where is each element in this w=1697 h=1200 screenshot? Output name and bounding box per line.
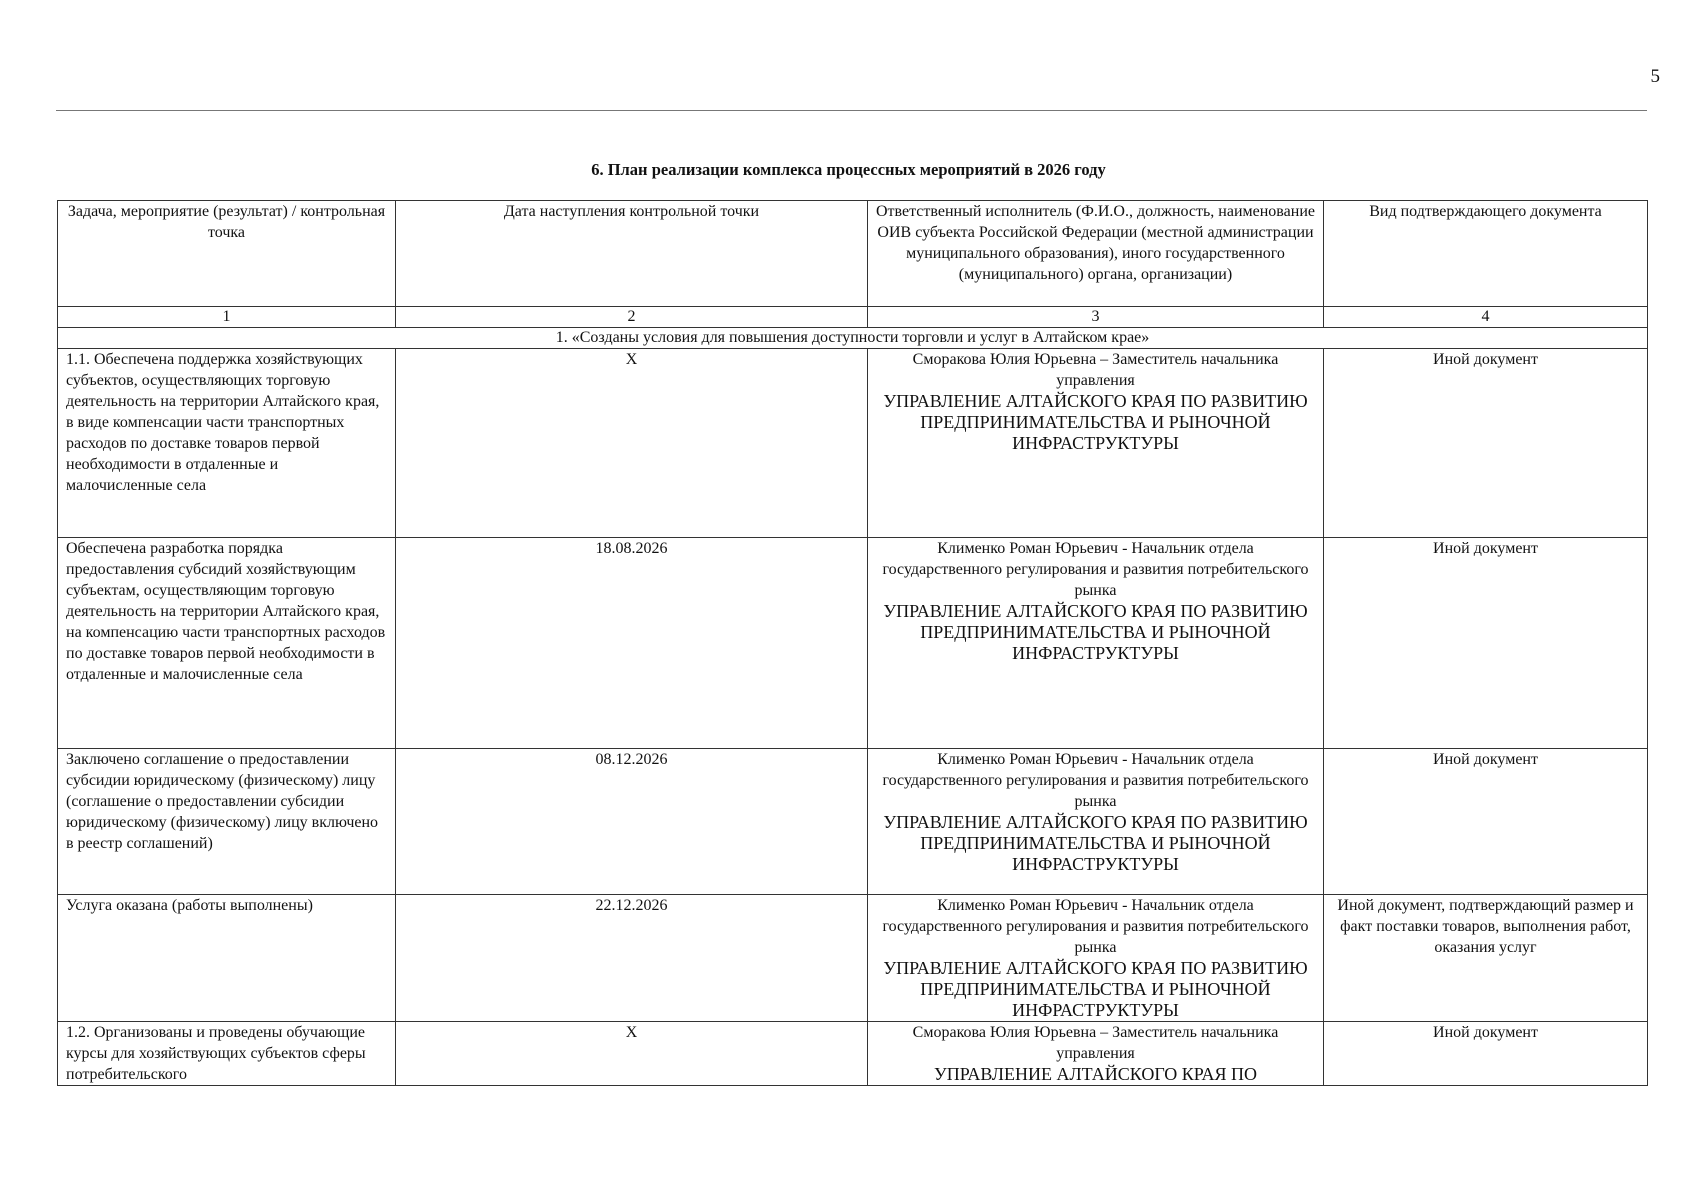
document-cell: Иной документ [1324, 538, 1648, 749]
header-document: Вид подтверждающего документа [1324, 201, 1648, 307]
responsible-org: УПРАВЛЕНИЕ АЛТАЙСКОГО КРАЯ ПО РАЗВИТИЮ ПРЕДПРИНИМАТЕЛЬСТВА И РЫНОЧНОЙ ИНФРАСТРУКТУРЫ [883, 958, 1308, 1020]
task-cell: Услуга оказана (работы выполнены) [58, 895, 396, 1022]
header-responsible: Ответственный исполнитель (Ф.И.О., должность, наименование ОИВ субъекта Российской Федерации (местной администрации муниципального образования), иного государственного (муниципального) органа, организации) [868, 201, 1324, 307]
column-number: 3 [868, 307, 1324, 328]
task-cell: Обеспечена разработка порядка предоставления субсидий хозяйствующим субъектам, осуществляющим торговую деятельность на территории Алтайского края, на компенсацию части транспортных расходов по доставке товаров первой необходимости в отдаленные и малочисленные села [58, 538, 396, 749]
date-cell: 18.08.2026 [396, 538, 868, 749]
date-cell: 22.12.2026 [396, 895, 868, 1022]
responsible-cell [868, 1022, 1324, 1086]
document-cell: Иной документ [1324, 349, 1648, 538]
header-task: Задача, мероприятие (результат) / контрольная точка [58, 201, 396, 307]
responsible-person: Клименко Роман Юрьевич - Начальник отдела государственного регулирования и развития потребительского рынка [882, 540, 1309, 599]
responsible-person: Сморакова Юлия Юрьевна – Заместитель начальника управления [912, 351, 1279, 389]
table-header-row [58, 201, 1648, 307]
table-row [58, 895, 1648, 1022]
task-cell: 1.1. Обеспечена поддержка хозяйствующих субъектов, осуществляющих торговую деятельность на территории Алтайского края, в виде компенсации части транспортных расходов по доставке товаров первой необходимости в отдаленные и малочисленные села [58, 349, 396, 538]
responsible-cell [868, 538, 1324, 749]
responsible-org: УПРАВЛЕНИЕ АЛТАЙСКОГО КРАЯ ПО РАЗВИТИЮ ПРЕДПРИНИМАТЕЛЬСТВА И РЫНОЧНОЙ ИНФРАСТРУКТУРЫ [883, 812, 1308, 874]
task-cell: 1.2. Организованы и проведены обучающие курсы для хозяйствующих субъектов сферы потребительского [58, 1022, 396, 1086]
page-title: 6. План реализации комплекса процессных мероприятий в 2026 году [591, 160, 1106, 179]
responsible-cell [868, 349, 1324, 538]
responsible-org: УПРАВЛЕНИЕ АЛТАЙСКОГО КРАЯ ПО РАЗВИТИЮ ПРЕДПРИНИМАТЕЛЬСТВА И РЫНОЧНОЙ ИНФРАСТРУКТУРЫ [883, 391, 1308, 453]
date-cell: X [396, 349, 868, 538]
responsible-org: УПРАВЛЕНИЕ АЛТАЙСКОГО КРАЯ ПО [933, 1064, 1257, 1084]
column-number: 4 [1324, 307, 1648, 328]
responsible-org: УПРАВЛЕНИЕ АЛТАЙСКОГО КРАЯ ПО РАЗВИТИЮ ПРЕДПРИНИМАТЕЛЬСТВА И РЫНОЧНОЙ ИНФРАСТРУКТУРЫ [883, 601, 1308, 663]
table-row [58, 749, 1648, 895]
column-number: 2 [396, 307, 868, 328]
column-number: 1 [58, 307, 396, 328]
table-row [58, 349, 1648, 538]
header-date: Дата наступления контрольной точки [396, 201, 868, 307]
plan-table [57, 200, 1648, 1086]
task-cell: Заключено соглашение о предоставлении субсидии юридическому (физическому) лицу (соглашение о предоставлении субсидии юридическому (физическому) лицу включено в реестр соглашений) [58, 749, 396, 895]
responsible-cell [868, 895, 1324, 1022]
header-rule [56, 110, 1647, 111]
document-cell: Иной документ, подтверждающий размер и факт поставки товаров, выполнения работ, оказания услуг [1324, 895, 1648, 1022]
page-number: 5 [1650, 66, 1660, 87]
table-row [58, 538, 1648, 749]
section-title: 1. «Созданы условия для повышения доступности торговли и услуг в Алтайском крае» [58, 328, 1648, 349]
responsible-person: Клименко Роман Юрьевич - Начальник отдела государственного регулирования и развития потребительского рынка [882, 751, 1309, 810]
responsible-person: Сморакова Юлия Юрьевна – Заместитель начальника управления [912, 1024, 1279, 1062]
responsible-person: Клименко Роман Юрьевич - Начальник отдела государственного регулирования и развития потребительского рынка [882, 897, 1309, 956]
column-number-row [58, 307, 1648, 328]
table-row [58, 1022, 1648, 1086]
document-cell: Иной документ [1324, 749, 1648, 895]
date-cell: X [396, 1022, 868, 1086]
section-row [58, 328, 1648, 349]
responsible-cell [868, 749, 1324, 895]
document-cell: Иной документ [1324, 1022, 1648, 1086]
date-cell: 08.12.2026 [396, 749, 868, 895]
